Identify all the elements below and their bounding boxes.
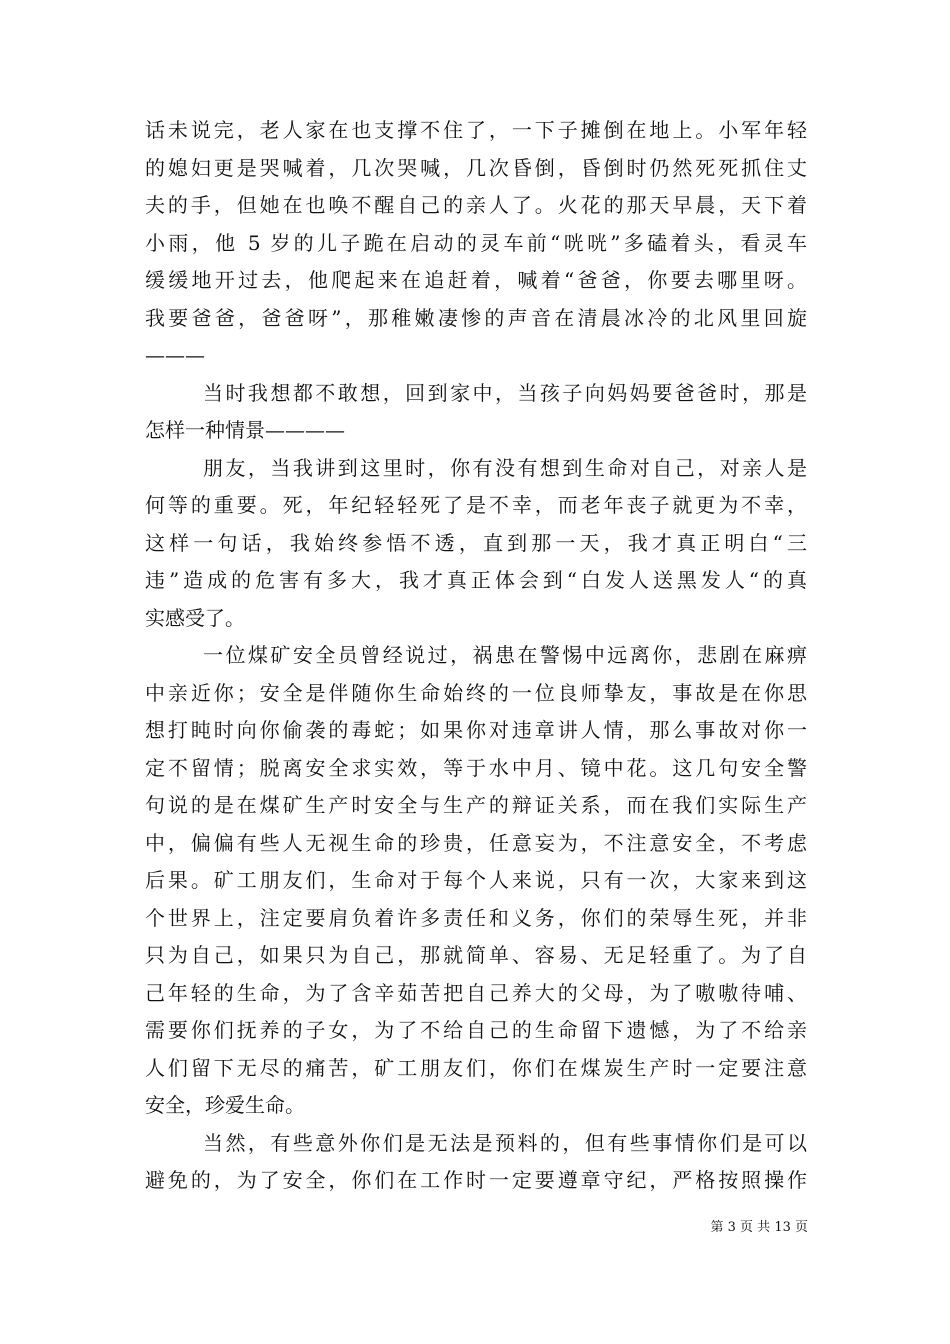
text-line: 定不留情；脱离安全求实效，等于水中月、镜中花。这几句安全警 [145,755,807,780]
text-line: 避免的，为了安全，你们在工作时一定要遵章守纪，严格按照操作 [145,1168,807,1192]
text-line: 只为自己，如果只为自己，那就简单、容易、无足轻重了。为了自 [145,943,807,967]
text-line: 怎样一种情景———— [145,418,345,442]
text-line: 个世界上，注定要肩负着许多责任和义务，你们的荣辱生死，并非 [145,905,807,930]
text-line: 这样一句话，我始终参悟不透，直到那一天，我才真正明白“三 [145,530,807,555]
text-line: 夫的手，但她在也唤不醒自己的亲人了。火花的那天早晨，天下着 [145,193,807,217]
text-line: 己年轻的生命，为了含辛茹苦把自己养大的父母，为了嗷嗷待哺、 [145,980,807,1005]
text-line: 违”造成的危害有多大，我才真正体会到“白发人送黑发人“的真 [145,568,807,592]
text-line: 安全，珍爱生命。 [145,1093,305,1117]
text-line: 的媳妇更是哭喊着，几次哭喊，几次昏倒，昏倒时仍然死死抓住丈 [145,155,807,180]
page-footer: 第 3 页 共 13 页 [710,1220,808,1235]
body-text [145,112,807,1200]
paragraph-first-line: 朋友，当我讲到这里时，你有没有想到生命对自己，对亲人是 [203,455,807,480]
text-line: 中，偏偏有些人无视生命的珍贵，任意妄为，不注意安全，不考虑 [145,830,807,855]
text-line: 人们留下无尽的痛苦，矿工朋友们，你们在煤炭生产时一定要注意 [145,1055,807,1080]
text-line: 句说的是在煤矿生产时安全与生产的辩证关系，而在我们实际生产 [145,793,807,817]
text-line: 实感受了。 [145,605,245,630]
paragraph-first-line: 当然，有些意外你们是无法是预料的，但有些事情你们是可以 [203,1130,807,1155]
text-line: 想打盹时向你偷袭的毒蛇；如果你对违章讲人情，那么事故对你一 [145,718,807,742]
paragraph-first-line: 一位煤矿安全员曾经说过，祸患在警惕中远离你，悲剧在麻痹 [203,643,807,667]
text-line: ——— [145,343,205,367]
text-line: 需要你们抚养的子女，为了不给自己的生命留下遗憾，为了不给亲 [145,1018,807,1042]
text-line: 何等的重要。死，年纪轻轻死了是不幸，而老年丧子就更为不幸， [145,493,807,517]
text-line: 中亲近你；安全是伴随你生命始终的一位良师挚友，事故是在你思 [145,680,807,705]
text-line: 缓缓地开过去，他爬起来在追赶着，喊着“爸爸，你要去哪里呀。 [145,268,807,292]
text-line: 我要爸爸，爸爸呀”，那稚嫩凄惨的声音在清晨冰冷的北风里回旋 [145,305,807,330]
text-line: 话未说完，老人家在也支撑不住了，一下子摊倒在地上。小军年轻 [145,118,807,142]
paragraph-first-line: 当时我想都不敢想，回到家中，当孩子向妈妈要爸爸时，那是 [203,380,807,405]
text-line: 后果。矿工朋友们，生命对于每个人来说，只有一次，大家来到这 [145,868,807,892]
text-line: 小雨，他 5 岁的儿子跪在启动的灵车前“咣咣”多磕着头，看灵车 [145,230,807,255]
